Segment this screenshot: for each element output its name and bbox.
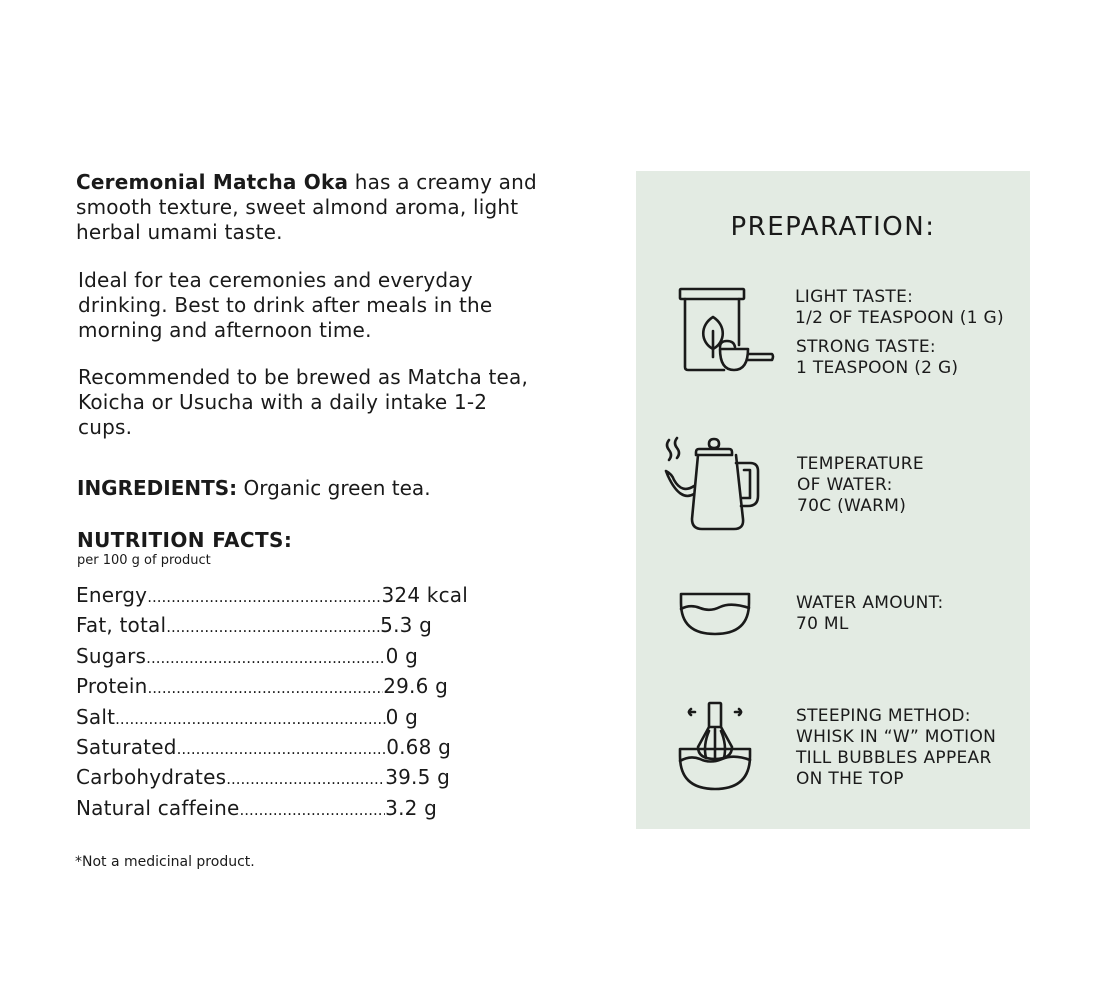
leader-dots xyxy=(115,703,385,733)
leader-dots xyxy=(226,763,385,793)
steeping-text xyxy=(796,706,996,790)
nutrition-row xyxy=(76,672,448,702)
nutrient-label: Salt xyxy=(76,704,116,729)
water-amount-label: WATER AMOUNT: xyxy=(796,593,944,613)
intro-text: has a creamy and smooth texture, sweet almond aroma, light herbal umami taste. xyxy=(76,170,537,244)
bowl-icon xyxy=(678,591,752,637)
nutrition-row xyxy=(76,581,468,611)
ingredients-label: INGREDIENTS: xyxy=(77,476,238,500)
nutrition-table xyxy=(76,581,546,824)
preparation-panel xyxy=(636,171,1030,829)
nutrition-title: NUTRITION FACTS: xyxy=(77,528,293,552)
nutrition-row xyxy=(76,642,418,672)
nutrient-value: 0 g xyxy=(385,643,418,668)
nutrient-value: 324 kcal xyxy=(381,583,468,607)
nutrient-label: Sugars xyxy=(76,643,147,668)
kettle-icon xyxy=(664,436,762,534)
disclaimer: *Not a medicinal product. xyxy=(75,854,255,870)
nutrient-label: Natural caffeine xyxy=(76,795,240,820)
nutrient-label: Fat, total xyxy=(76,613,167,638)
nutrient-label: Energy xyxy=(76,583,148,607)
leader-dots xyxy=(166,611,380,641)
product-name: Ceremonial Matcha Oka xyxy=(76,170,349,194)
nutrient-label: Saturated xyxy=(76,735,177,760)
brewing-paragraph: Recommended to be brewed as Matcha tea, Koicha or Usucha with a daily intake 1-2 cups. xyxy=(78,365,529,439)
water-amount-text xyxy=(796,593,944,635)
leader-dots xyxy=(240,794,386,824)
nutrient-value: 0 g xyxy=(385,704,418,729)
preparation-title: PREPARATION: xyxy=(730,212,936,242)
steeping-line-2: WHISK IN “W” MOTION xyxy=(796,727,997,747)
temperature-text xyxy=(797,454,924,517)
nutrition-row xyxy=(76,794,437,824)
temperature-line-3: 70C (WARM) xyxy=(797,496,907,516)
leader-dots xyxy=(147,581,381,611)
product-description xyxy=(76,170,546,824)
nutrient-value: 0.68 g xyxy=(386,735,451,760)
whisk-bowl-icon xyxy=(678,701,752,793)
leader-dots xyxy=(177,733,387,763)
temperature-line-1: TEMPERATURE xyxy=(797,454,924,474)
ingredients-value: Organic green tea. xyxy=(237,476,431,500)
nutrition-subtitle: per 100 g of product xyxy=(77,553,211,568)
matcha-tin-scoop-icon xyxy=(678,287,778,379)
strong-taste-label: STRONG TASTE: xyxy=(796,337,936,357)
nutrient-value: 5.3 g xyxy=(380,613,432,638)
nutrient-value: 29.6 g xyxy=(383,674,448,699)
nutrient-label: Protein xyxy=(76,674,148,699)
light-taste-label: LIGHT TASTE: xyxy=(795,287,914,307)
water-amount-value: 70 ML xyxy=(796,614,849,634)
steeping-line-4: ON THE TOP xyxy=(796,769,904,789)
usage-paragraph: Ideal for tea ceremonies and everyday drinking. Best to drink after meals in the morning and afternoon time. xyxy=(78,268,493,342)
leader-dots xyxy=(146,642,385,672)
nutrient-label: Carbohydrates xyxy=(76,765,227,790)
leader-dots xyxy=(148,672,384,702)
steeping-line-1: STEEPING METHOD: xyxy=(796,706,971,726)
nutrition-row xyxy=(76,763,450,793)
intro-paragraph xyxy=(76,170,546,245)
ingredients xyxy=(77,475,546,501)
nutrition-row xyxy=(76,733,451,763)
amount-text xyxy=(795,287,1004,379)
nutrition-row xyxy=(76,703,418,733)
temperature-line-2: OF WATER: xyxy=(797,475,893,495)
nutrition-row xyxy=(76,611,432,641)
nutrient-value: 3.2 g xyxy=(385,795,437,820)
strong-taste-value: 1 TEASPOON (2 G) xyxy=(796,358,959,378)
steeping-line-3: TILL BUBBLES APPEAR xyxy=(796,748,992,768)
nutrient-value: 39.5 g xyxy=(385,765,450,790)
light-taste-value: 1/2 OF TEASPOON (1 G) xyxy=(795,308,1004,328)
